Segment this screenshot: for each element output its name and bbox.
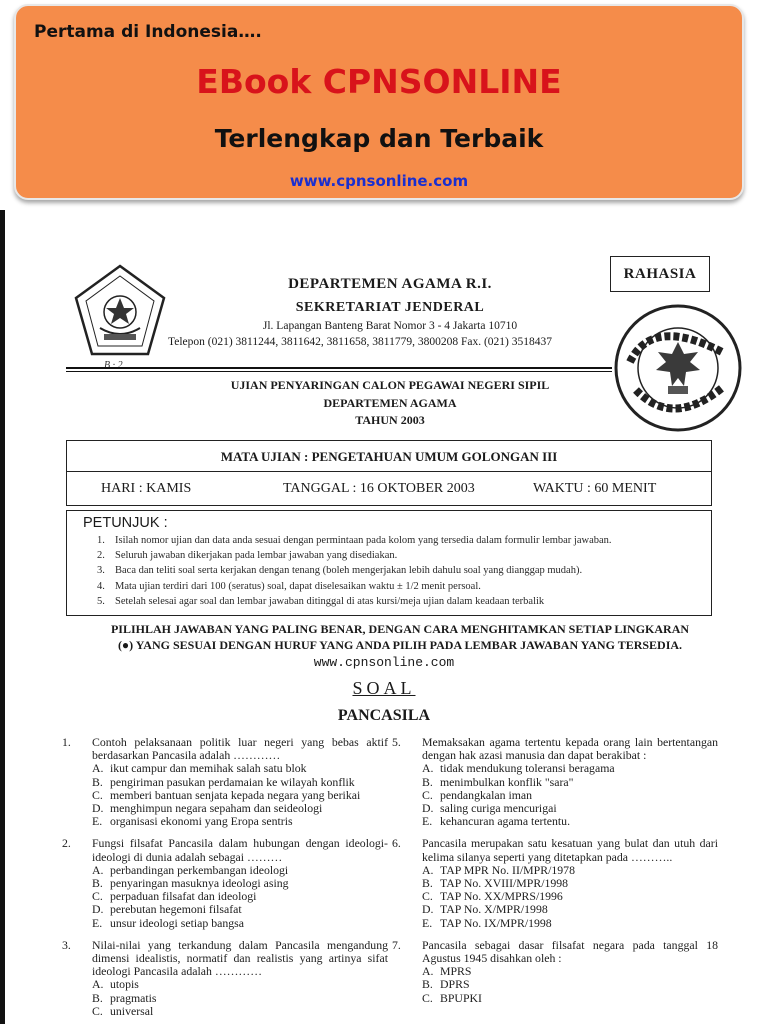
official-stamp-icon — [612, 302, 744, 434]
instruction-text: Setelah selesai agar soal dan lembar jawaban ditinggal di atas kursi/meja ujian dalam keadaan terbalik — [115, 595, 545, 607]
answer-option — [422, 917, 718, 930]
option-letter: E. — [92, 915, 103, 930]
option-letter: D. — [422, 801, 434, 816]
option-text: menimbulkan konflik "sara" — [440, 774, 574, 789]
option-letter: B. — [422, 876, 433, 891]
exam-department: DEPARTEMEN AGAMA — [323, 396, 457, 410]
option-letter: B. — [92, 876, 103, 891]
question-number: 7. — [392, 937, 401, 952]
letterhead-phone: Telepon (021) 3811244, 3811642, 3811658, 3811779, 3800208 Fax. (021) 3518437 — [168, 336, 552, 348]
exam-info-box — [66, 440, 712, 506]
option-letter: A. — [92, 977, 104, 992]
exam-info-divider — [67, 471, 711, 472]
option-letter: C. — [92, 1003, 103, 1018]
instruction-item — [97, 565, 612, 580]
option-letter: D. — [92, 902, 104, 917]
option-letter: E. — [422, 915, 433, 930]
question-item — [62, 837, 388, 929]
option-text: BPUPKI — [440, 990, 482, 1005]
option-text: kehancuran agama tertentu. — [440, 814, 571, 829]
instruction-text: Isilah nomor ujian dan data anda sesuai dengan permintaan pada kolom yang tersedia dalam formulir lembar jawaban. — [115, 535, 612, 546]
option-letter: A. — [92, 862, 104, 877]
option-text: utopis — [110, 977, 139, 992]
instructions-list — [97, 535, 612, 611]
option-text: pengiriman pasukan perdamaian ke wilayah konflik — [110, 774, 355, 789]
answer-option — [422, 992, 718, 1005]
option-text: saling curiga mencurigai — [440, 801, 557, 816]
section-heading: PANCASILA — [337, 707, 431, 724]
option-letter: A. — [422, 761, 434, 776]
option-text: perbandingan perkembangan ideologi — [110, 862, 289, 877]
question-text: Fungsi filsafat Pancasila dalam hubungan dengan ideologi-ideologi di dunia adalah sebagai ……… — [92, 836, 388, 864]
instruction-text: Seluruh jawaban dikerjakan pada lembar jawaban yang disediakan. — [115, 550, 398, 562]
questions-column-right — [392, 736, 718, 1014]
option-text: TAP No. IX/MPR/1998 — [440, 915, 552, 930]
questions-column-left — [62, 736, 388, 1024]
classification-badge: RAHASIA — [610, 256, 710, 292]
emblem-handwritten-note: B · 2 — [104, 360, 123, 371]
exam-day: HARI : KAMIS — [101, 481, 192, 496]
answer-option — [92, 1005, 388, 1018]
banner-tagline: Pertama di Indonesia…. — [34, 22, 262, 42]
option-text: pendangkalan iman — [440, 787, 533, 802]
answer-option — [92, 917, 388, 930]
option-letter: C. — [92, 787, 103, 802]
option-text: pragmatis — [110, 990, 157, 1005]
question-number: 1. — [62, 735, 71, 749]
banner-brand-title: EBook CPNSONLINE — [196, 62, 562, 101]
instructions-title: PETUNJUK : — [83, 515, 168, 531]
letterhead-divider — [66, 367, 612, 369]
option-letter: B. — [92, 774, 103, 789]
option-text: organisasi ekonomi yang Eropa sentris — [110, 814, 293, 829]
instruction-number: 2. — [97, 550, 105, 562]
option-text: memberi bantuan senjata kepada negara yang berikai — [110, 787, 361, 802]
option-letter: A. — [422, 862, 434, 877]
exam-document — [0, 210, 768, 1024]
option-letter: D. — [422, 902, 434, 917]
option-letter: A. — [92, 761, 104, 776]
option-text: TAP No. XVIII/MPR/1998 — [440, 876, 569, 891]
exam-duration: WAKTU : 60 MENIT — [533, 481, 657, 496]
option-text: TAP No. X/MPR/1998 — [440, 902, 548, 917]
instruction-text: Baca dan teliti soal serta kerjakan dengan tenang (boleh mengerjakan lebih dahulu soal yang dianggap mudah). — [115, 565, 583, 577]
option-letter: B. — [92, 990, 103, 1005]
exam-subject: MATA UJIAN : PENGETAHUAN UMUM GOLONGAN III — [220, 449, 558, 464]
option-letter: A. — [422, 964, 434, 979]
watermark-url: www.cpnsonline.com — [313, 655, 455, 670]
letterhead-address: Jl. Lapangan Banteng Barat Nomor 3 - 4 Jakarta 10710 — [262, 320, 518, 332]
instruction-number: 1. — [97, 535, 105, 546]
answer-instruction-line1: PILIHLAH JAWABAN YANG PALING BENAR, DENGAN CARA MENGHITAMKAN SETIAP LINGKARAN — [110, 622, 690, 636]
answer-option — [422, 815, 718, 828]
option-letter: C. — [92, 889, 103, 904]
question-number: 5. — [392, 735, 401, 749]
question-item — [62, 736, 388, 828]
option-letter: C. — [422, 787, 433, 802]
option-text: universal — [110, 1003, 154, 1018]
instruction-text: Mata ujian terdiri dari 100 (seratus) soal, dapat diselesaikan waktu ± 1/2 menit persoal. — [115, 580, 481, 592]
instruction-number: 3. — [97, 565, 105, 577]
question-number: 2. — [62, 836, 71, 851]
question-item — [392, 939, 718, 1005]
question-item — [392, 837, 718, 929]
question-item — [62, 939, 388, 1018]
soal-heading — [0, 678, 768, 699]
option-text: perpaduan filsafat dan ideologi — [110, 889, 257, 904]
ministry-emblem-icon — [70, 262, 170, 362]
option-text: tidak mendukung toleransi beragama — [440, 761, 615, 776]
banner-url-link[interactable]: www.cpnsonline.com — [289, 172, 469, 190]
letterhead-department: DEPARTEMEN AGAMA R.I. — [288, 276, 492, 292]
option-text: unsur ideologi setiap bangsa — [110, 915, 244, 930]
option-letter: E. — [92, 814, 103, 829]
instructions-box — [66, 510, 712, 616]
option-text: TAP No. XX/MPRS/1996 — [440, 889, 563, 904]
question-item — [392, 736, 718, 828]
exam-date: TANGGAL : 16 OKTOBER 2003 — [283, 481, 475, 496]
option-letter: D. — [92, 801, 104, 816]
question-number: 6. — [392, 836, 401, 851]
question-text: Memaksakan agama tertentu kepada orang lain bertentangan dengan hak azasi manusia dan dapat berakibat : — [422, 735, 718, 763]
instruction-item — [97, 550, 612, 565]
option-letter: C. — [422, 990, 433, 1005]
letterhead-secretariat: SEKRETARIAT JENDERAL — [295, 300, 485, 315]
answer-instruction-line2: (●) YANG SESUAI DENGAN HURUF YANG ANDA PILIH PADA LEMBAR JAWABAN YANG TERSEDIA. — [117, 638, 683, 652]
question-text: Nilai-nilai yang terkandung dalam Pancasila mengandung dimensi idealistis, normatif dan realistis yang artinya sifat ideologi Pancasila adalah ………… — [92, 937, 388, 979]
exam-year: TAHUN 2003 — [355, 413, 425, 427]
option-text: TAP MPR No. II/MPR/1978 — [440, 862, 575, 877]
option-text: MPRS — [440, 964, 472, 979]
question-text: Pancasila merupakan satu kesatuan yang bulat dan utuh dari kelima silanya seperti yang ditetapkan pada ……….. — [422, 836, 718, 864]
option-letter: B. — [422, 774, 433, 789]
option-text: menghimpun negara sepaham dan seideologi — [110, 801, 323, 816]
option-text: DPRS — [440, 977, 470, 992]
instruction-item — [97, 581, 612, 596]
ebook-banner — [14, 4, 744, 200]
instruction-item — [97, 535, 612, 550]
soal-heading-text: SOAL — [352, 678, 416, 698]
instruction-item — [97, 596, 612, 611]
scan-edge — [0, 210, 5, 1024]
instruction-number: 4. — [97, 580, 105, 592]
option-letter: E. — [422, 814, 433, 829]
question-text: Pancasila sebagai dasar filsafat negara pada tanggal 18 Agustus 1945 disahkan oleh : — [422, 937, 718, 966]
banner-subtitle: Terlengkap dan Terbaik — [214, 124, 544, 153]
question-number: 3. — [62, 937, 71, 952]
option-text: penyaringan masuknya ideologi asing — [110, 876, 289, 891]
option-letter: B. — [422, 977, 433, 992]
option-text: ikut campur dan memihak salah satu blok — [110, 761, 307, 776]
exam-title: UJIAN PENYARINGAN CALON PEGAWAI NEGERI SIPIL — [230, 378, 550, 392]
question-text: Contoh pelaksanaan politik luar negeri yang bebas aktif berdasarkan Pancasila adalah ………… — [92, 735, 388, 763]
letterhead-divider-thin — [66, 371, 612, 372]
option-text: perebutan hegemoni filsafat — [110, 902, 242, 917]
answer-option — [92, 815, 388, 828]
instruction-number: 5. — [97, 595, 105, 607]
option-letter: C. — [422, 889, 433, 904]
